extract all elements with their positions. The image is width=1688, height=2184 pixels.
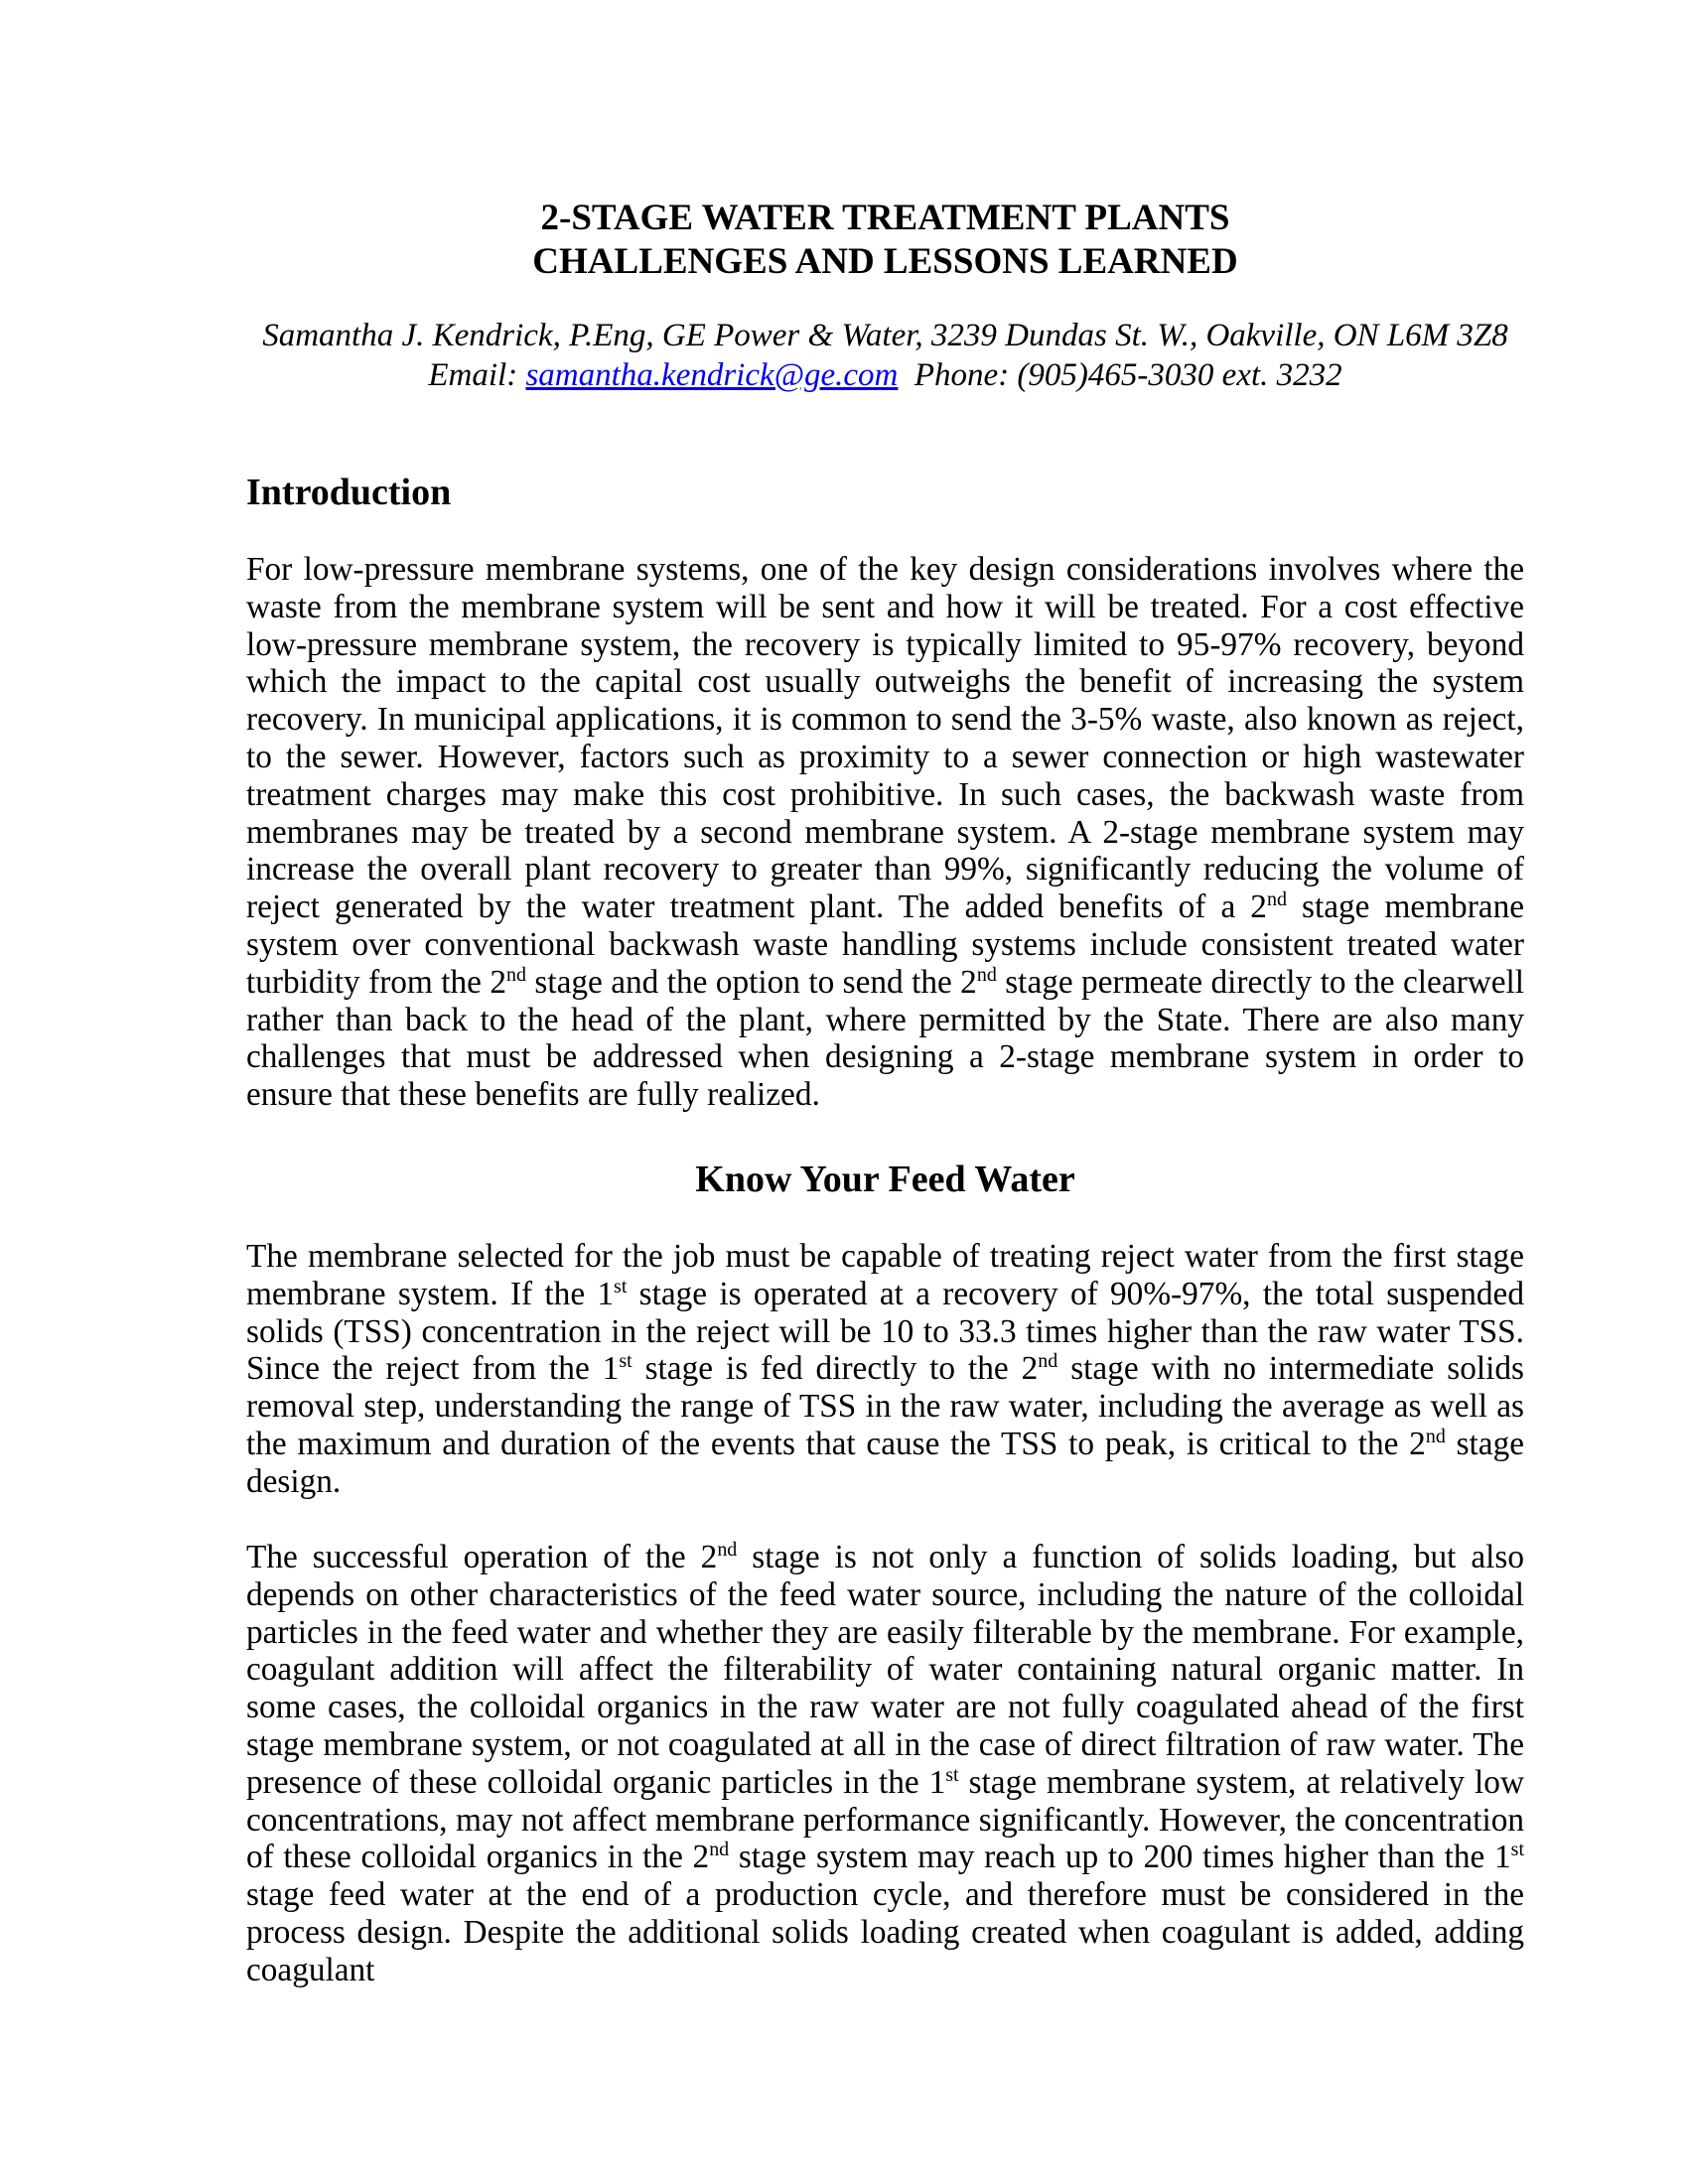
superscript: st bbox=[619, 1350, 633, 1373]
introduction-heading: Introduction bbox=[246, 472, 452, 513]
feed-water-paragraph-1 bbox=[246, 1238, 1524, 1501]
text-run: stage membrane system, at relatively low concentrations, may not affect membrane performance significantly. However, the concentration of these colloidal organics in the 2 bbox=[246, 1763, 1524, 1876]
superscript: st bbox=[1510, 1839, 1524, 1861]
email-label: Email: bbox=[428, 357, 526, 393]
superscript: st bbox=[945, 1763, 959, 1786]
text-run: stage feed water at the end of a production cycle, and therefore must be considered in the process design. Despite the additional solids loading created when coagulant is added, adding coagulant bbox=[246, 1876, 1524, 1988]
text-run: stage permeate directly to the clearwell rather than back to the head of the plant, where permitted by the State. There are also many challenges that must be addressed when designing a 2-stage membrane system in order to ensure that these benefits are fully realized. bbox=[246, 963, 1525, 1114]
text-run: stage system may reach up to 200 times higher than the 1 bbox=[729, 1839, 1511, 1876]
text-run: The successful operation of the 2 bbox=[246, 1539, 718, 1575]
superscript: nd bbox=[506, 963, 526, 986]
text-run: stage is operated at a recovery of 90%-97%, the total suspended solids (TSS) concentration in the reject will be 10 to 33.3 times higher than the raw water TSS. Since the reject from the 1 bbox=[246, 1275, 1524, 1388]
feed-water-paragraph-2 bbox=[246, 1539, 1524, 1989]
text-run: For low-pressure membrane systems, one of the key design considerations involves where the waste from the membrane system will be sent and how it will be treated. For a cost effective low-pressure membrane system, the recovery is typically limited to 95-97% recovery, beyond which the impact to the capital cost usually outweighs the benefit of increasing the system recovery. In municipal applications, it is common to send the 3-5% waste, also known as reject, to the sewer. However, factors such as proximity to a sewer connection or high wastewater treatment charges may make this cost prohibitive. In such cases, the backwash waste from membranes may be treated by a second membrane system. A 2-stage membrane system may increase the overall plant recovery to greater than 99%, significantly reducing the volume of reject generated by the water treatment plant. The added benefits of a 2 bbox=[246, 551, 1524, 926]
superscript: nd bbox=[1266, 888, 1287, 911]
text-run: stage is fed directly to the 2 bbox=[632, 1350, 1039, 1388]
title-line-1: 2-STAGE WATER TREATMENT PLANTS bbox=[540, 198, 1230, 238]
author-block bbox=[236, 316, 1534, 395]
title-line-2: CHALLENGES AND LESSONS LEARNED bbox=[532, 241, 1238, 282]
author-affiliation: Samantha J. Kendrick, P.Eng, GE Power & Water, 3239 Dundas St. W., Oakville, ON L6M 3Z8 bbox=[262, 318, 1508, 353]
superscript: nd bbox=[976, 963, 997, 986]
document-title bbox=[246, 197, 1524, 284]
text-run: stage with no intermediate solids removal step, understanding the range of TSS in the raw water, including the average as well as the maximum and duration of the events that cause the TSS to peak, is critical to the 2 bbox=[246, 1350, 1524, 1462]
introduction-paragraph bbox=[246, 551, 1524, 1114]
superscript: nd bbox=[717, 1538, 738, 1561]
email-link[interactable]: samantha.kendrick@ge.com bbox=[525, 357, 899, 393]
superscript: nd bbox=[1038, 1350, 1058, 1373]
text-run: stage membrane system over conventional backwash waste handling systems include consistent treated water turbidity from the 2 bbox=[246, 888, 1524, 1001]
contact-line bbox=[236, 355, 1534, 395]
text-run: stage design. bbox=[246, 1425, 1524, 1500]
text-run: The membrane selected for the job must be capable of treating reject water from the first stage membrane system. If the 1 bbox=[246, 1238, 1524, 1312]
text-run: stage and the option to send the 2 bbox=[525, 963, 977, 1001]
superscript: st bbox=[614, 1275, 628, 1297]
text-run: stage is not only a function of solids loading, but also depends on other characteristics of the feed water source, including the nature of the colloidal particles in the feed water and whether they are easily filterable by the membrane. For example, coagulant addition will affect the filterability of water containing natural organic matter. In some cases, the colloidal organics in the raw water are not fully coagulated ahead of the first stage membrane system, or not coagulated at all in the case of direct filtration of raw water. The presence of these colloidal organic particles in the 1 bbox=[246, 1539, 1524, 1801]
phone-text: Phone: (905)465-3030 ext. 3232 bbox=[898, 357, 1342, 393]
superscript: nd bbox=[1425, 1425, 1446, 1447]
superscript: nd bbox=[709, 1839, 730, 1861]
feed-water-heading: Know Your Feed Water bbox=[695, 1159, 1075, 1200]
